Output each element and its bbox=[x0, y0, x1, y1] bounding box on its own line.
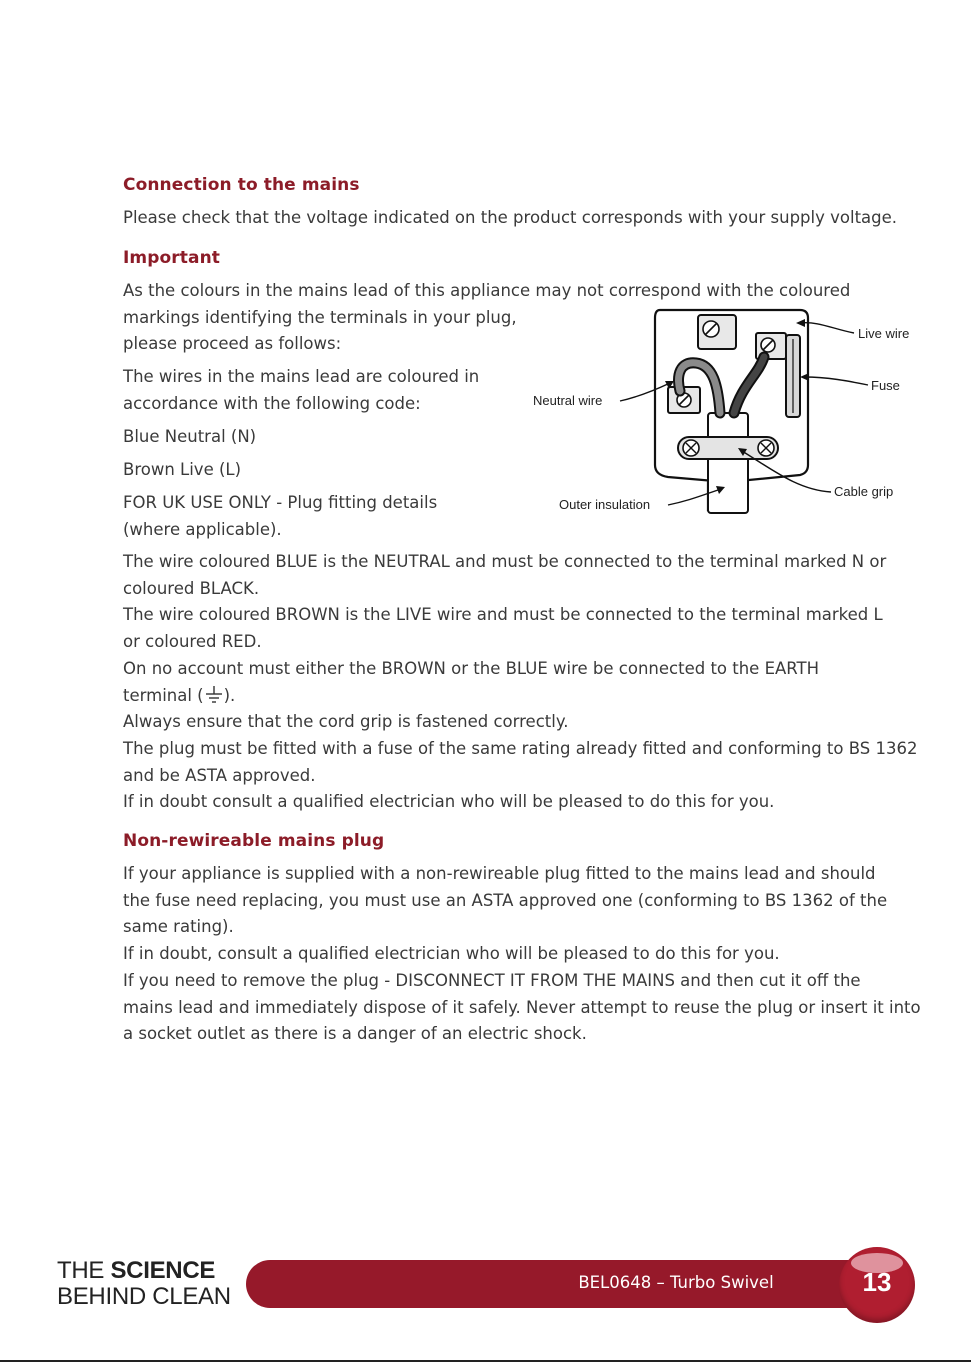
label-fuse: Fuse bbox=[871, 378, 900, 393]
brand-logo: THE SCIENCE BEHIND CLEAN bbox=[57, 1257, 231, 1310]
outer-insulation-sleeve bbox=[708, 413, 748, 513]
page-number-badge bbox=[839, 1247, 915, 1323]
paragraph-uk-use: FOR UK USE ONLY - Plug fitting details (where applicable). bbox=[123, 493, 438, 539]
heading-non-rewireable: Non-rewireable mains plug bbox=[123, 831, 385, 851]
plug-wiring-diagram bbox=[528, 305, 923, 520]
page-number: 13 bbox=[862, 1267, 892, 1297]
footer-bar bbox=[246, 1260, 886, 1308]
heading-important: Important bbox=[123, 248, 220, 268]
earth-symbol-icon bbox=[205, 685, 223, 705]
document-title: BEL0648 – Turbo Swivel bbox=[578, 1273, 774, 1292]
heading-connection: Connection to the mains bbox=[123, 175, 360, 195]
label-outer-insulation: Outer insulation bbox=[559, 497, 651, 512]
paragraph-wiring-rules: The wire coloured BLUE is the NEUTRAL and must be connected to the terminal marked N or coloured BLACK. The wire coloured BROWN is the LIVE wire and must be connected to the terminal marked L or coloured RED. On no account must either the BROWN or the BLUE wire be connected to the EARTH terminal ( ). Always ensure that the cord grip is fastened correctly. The plug must be fitted with a fuse of the same rating already fitted and conforming to BS 1362 and be ASTA approved. If in doubt consult a qualified electrician who will be pleased to do this for you. bbox=[123, 552, 918, 812]
paragraph-non-rewireable: If your appliance is supplied with a non-rewireable plug fitted to the mains lead and should the fuse need replacing, you must use an ASTA approved one (conforming to BS 1362 of the same rating). If in doubt, consult a qualified electrician who will be pleased to do this for you. If you need to remove the plug - DISCONNECT IT FROM THE MAINS and then cut it off the mains lead and immediately dispose of it safely. Never attempt to reuse the plug or insert it into a socket outlet as there is a danger of an electric shock. bbox=[123, 864, 921, 1044]
text-blue-neutral: Blue Neutral (N) bbox=[123, 427, 257, 446]
paragraph-voltage: Please check that the voltage indicated on the product corresponds with your supply voltage. bbox=[123, 208, 898, 227]
paragraph-wire-code: The wires in the mains lead are coloured in accordance with the following code: bbox=[123, 367, 480, 413]
label-live-wire: Live wire bbox=[858, 326, 910, 341]
text-brown-live: Brown Live (L) bbox=[123, 460, 242, 479]
paragraph-colours: As the colours in the mains lead of this appliance may not correspond with the coloured markings identifying the terminals in your plug, please proceed as follows: bbox=[123, 281, 851, 354]
label-neutral-wire: Neutral wire bbox=[533, 393, 603, 408]
label-cable-grip: Cable grip bbox=[834, 484, 894, 499]
